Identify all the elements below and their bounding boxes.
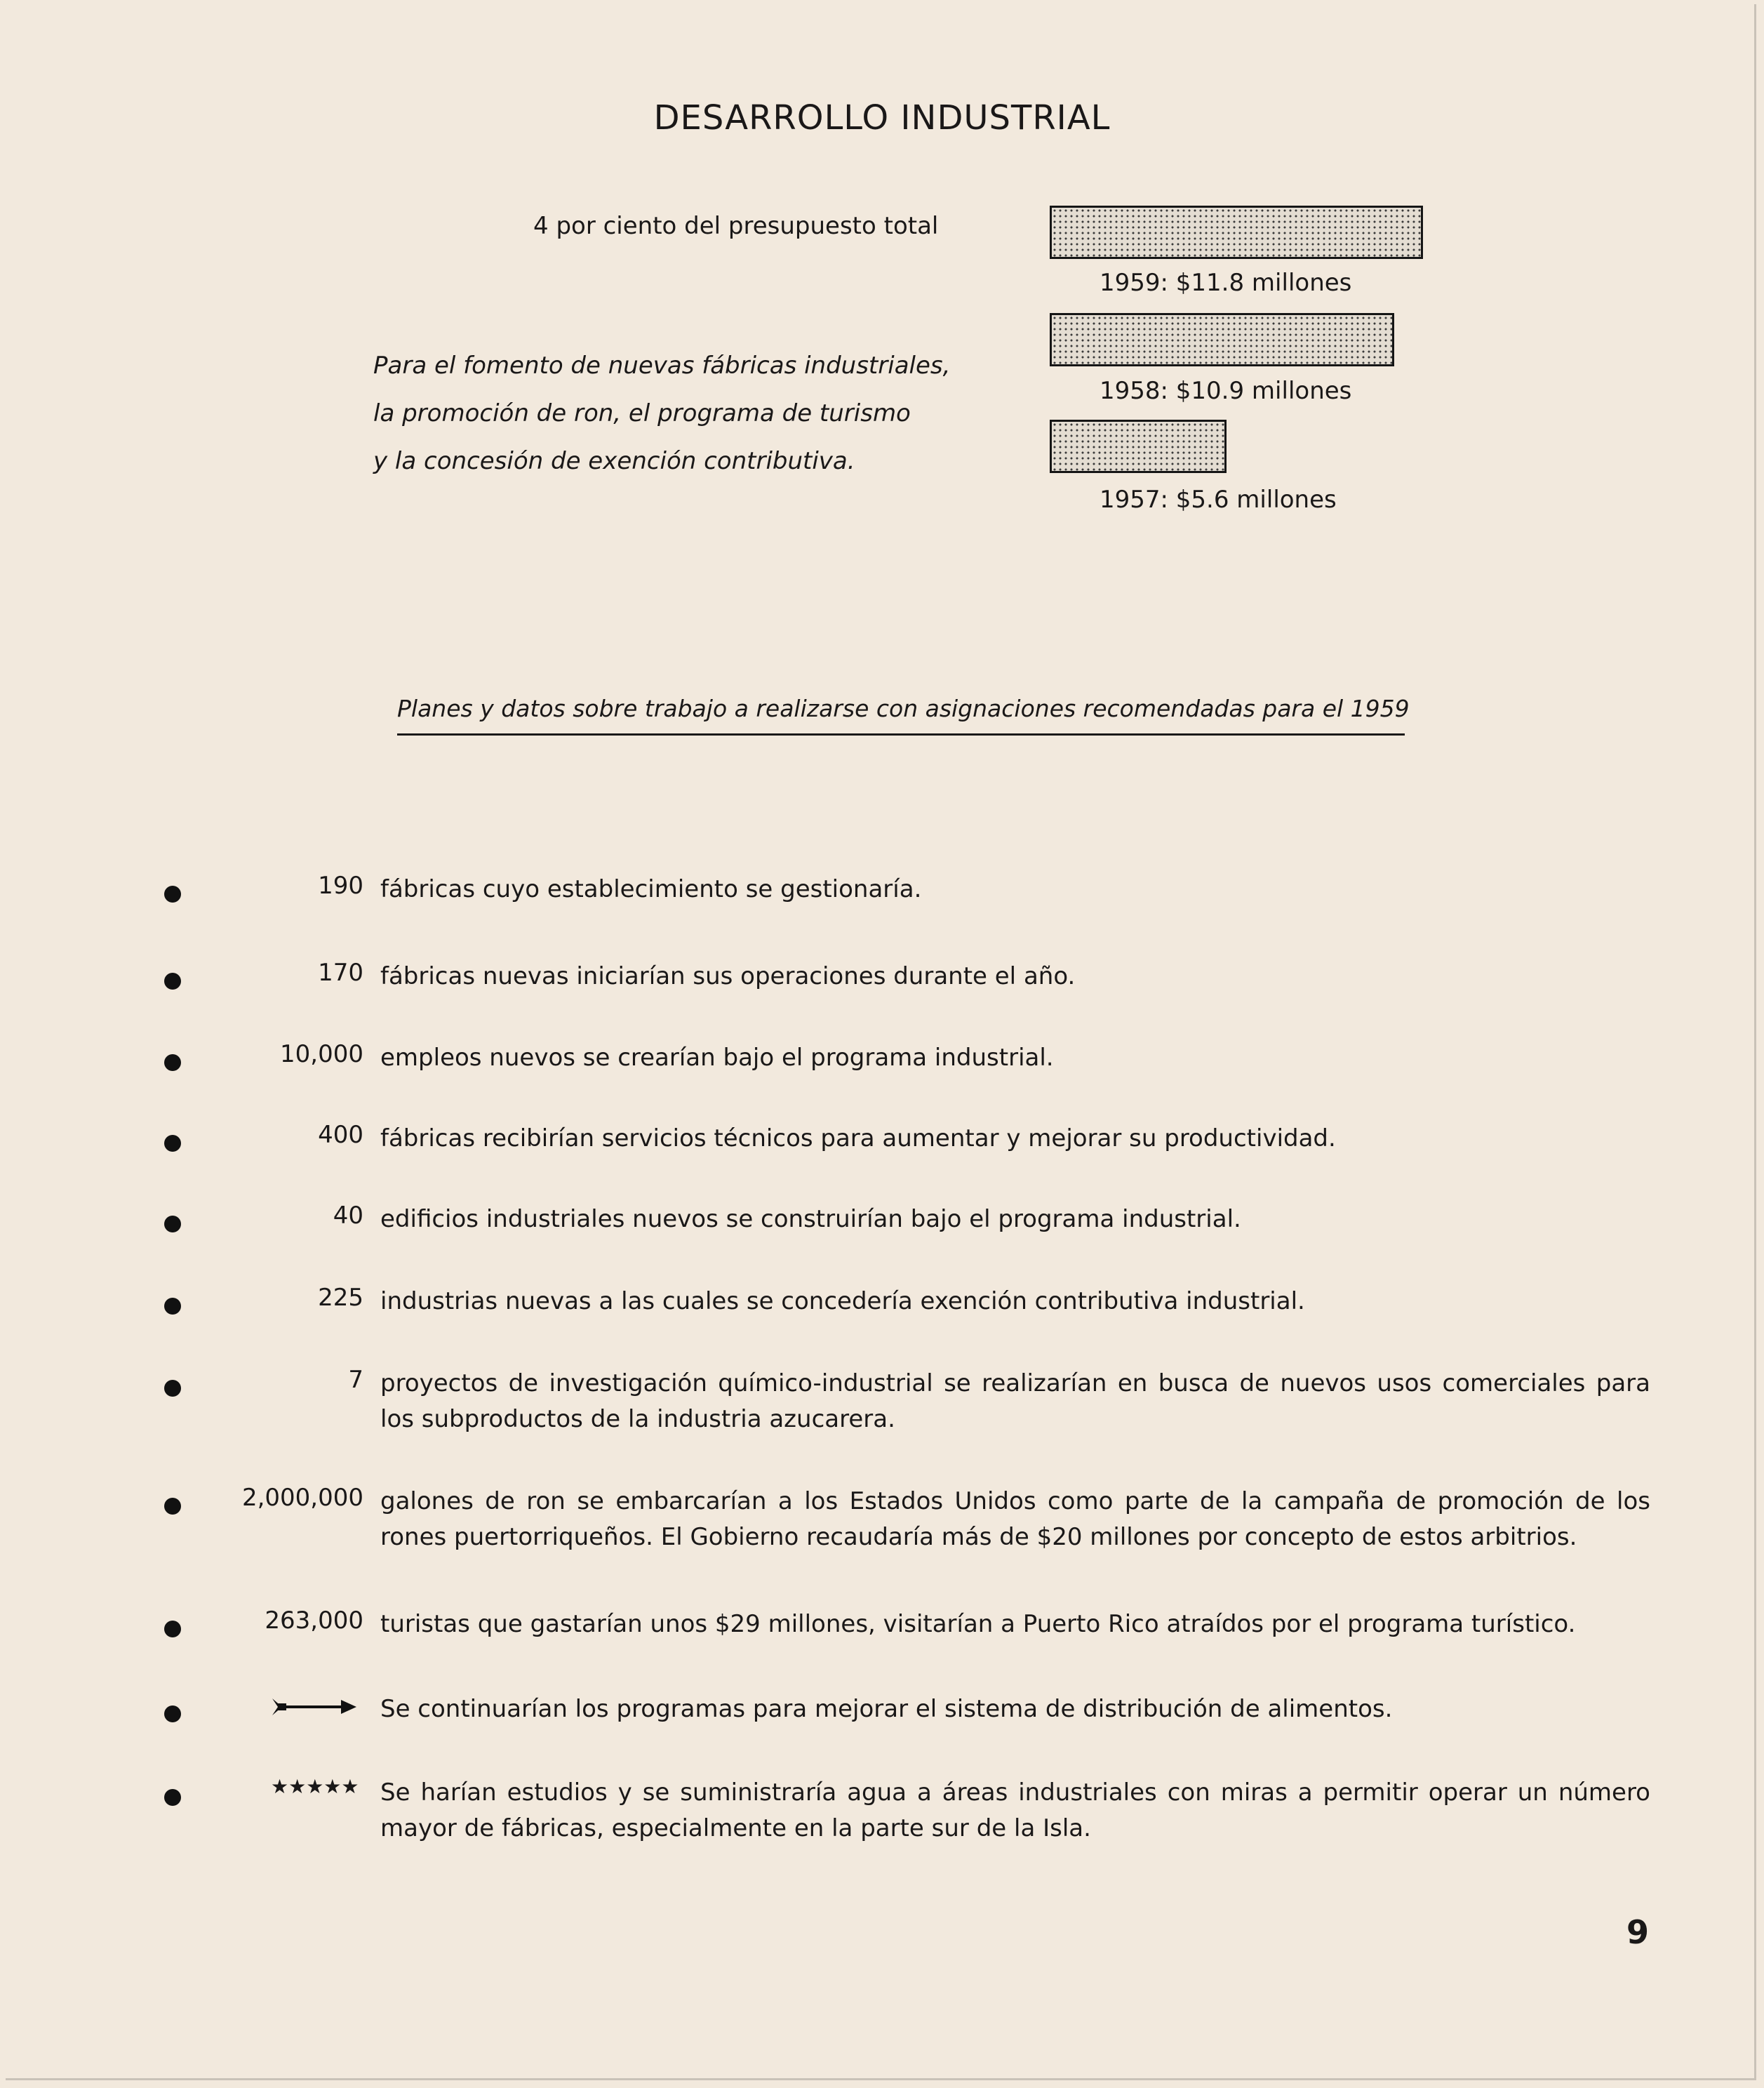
budget-bar-label: 1957: $5.6 millones bbox=[1100, 486, 1337, 514]
budget-bar-label: 1958: $10.9 millones bbox=[1100, 377, 1352, 405]
bullet-icon bbox=[164, 1216, 181, 1232]
description-line: la promoción de ron, el programa de turismo bbox=[373, 399, 911, 427]
item-number: 400 bbox=[318, 1121, 363, 1149]
budget-bar-1958 bbox=[1050, 313, 1394, 366]
budget-share-text: 4 por ciento del presupuesto total bbox=[533, 212, 939, 240]
item-text: galones de ron se embarcarían a los Estados Unidos como parte de la campaña de promoción de los rones puertorriqueños. El Gobierno recaudaría más de $20 millones por concepto de estos arbitrios. bbox=[380, 1487, 1650, 1551]
plans-heading: Planes y datos sobre trabajo a realizarse con asignaciones recomendadas para el 1959 bbox=[397, 695, 1405, 736]
program-description bbox=[373, 342, 1005, 485]
arrow-icon bbox=[271, 1694, 359, 1722]
bullet-icon bbox=[164, 1054, 181, 1071]
stars-icon: ★★★★★ bbox=[271, 1775, 359, 1798]
bullet-icon bbox=[164, 1705, 181, 1722]
item-number: 225 bbox=[318, 1284, 363, 1312]
item-number: 170 bbox=[318, 959, 363, 987]
bullet-icon bbox=[164, 1498, 181, 1515]
item-text: empleos nuevos se crearían bajo el programa industrial. bbox=[380, 1044, 1054, 1072]
budget-bar-1957 bbox=[1050, 420, 1227, 473]
item-number: 10,000 bbox=[280, 1040, 363, 1068]
item-text: proyectos de investigación químico-industrial se realizarían en busca de nuevos usos comerciales para los subproductos de la industria azucarera. bbox=[380, 1369, 1650, 1433]
item-number: 2,000,000 bbox=[241, 1484, 363, 1512]
item-text: fábricas recibirían servicios técnicos para aumentar y mejorar su productividad. bbox=[380, 1124, 1336, 1152]
item-text: fábricas cuyo establecimiento se gestionaría. bbox=[380, 875, 922, 903]
bullet-icon bbox=[164, 1298, 181, 1315]
item-text: Se continuarían los programas para mejorar el sistema de distribución de alimentos. bbox=[380, 1695, 1393, 1723]
item-text: turistas que gastarían unos $29 millones, visitarían a Puerto Rico atraídos por el programa turístico. bbox=[380, 1610, 1576, 1638]
item-number: 190 bbox=[318, 872, 363, 900]
item-text: edificios industriales nuevos se construirían bajo el programa industrial. bbox=[380, 1205, 1241, 1233]
bullet-icon bbox=[164, 1135, 181, 1152]
item-text: Se harían estudios y se suministraría agua a áreas industriales con miras a permitir operar un número mayor de fábricas, especialmente en la parte sur de la Isla. bbox=[380, 1778, 1650, 1842]
item-text: fábricas nuevas iniciarían sus operaciones durante el año. bbox=[380, 962, 1076, 990]
budget-bar-label: 1959: $11.8 millones bbox=[1100, 269, 1352, 297]
item-number: 7 bbox=[348, 1366, 363, 1394]
description-line: Para el fomento de nuevas fábricas industriales, bbox=[373, 352, 951, 380]
page-number: 9 bbox=[1626, 1913, 1650, 1951]
page-title: DESARROLLO INDUSTRIAL bbox=[653, 98, 1111, 138]
bullet-icon bbox=[164, 973, 181, 990]
budget-bar-1959 bbox=[1050, 206, 1423, 259]
item-number: 40 bbox=[333, 1202, 363, 1230]
bullet-icon bbox=[164, 1621, 181, 1637]
bullet-icon bbox=[164, 1380, 181, 1397]
bullet-icon bbox=[164, 1789, 181, 1806]
bullet-icon bbox=[164, 886, 181, 903]
description-line: y la concesión de exención contributiva. bbox=[373, 447, 855, 475]
item-number: 263,000 bbox=[265, 1607, 363, 1635]
item-text: industrias nuevas a las cuales se concedería exención contributiva industrial. bbox=[380, 1287, 1305, 1315]
